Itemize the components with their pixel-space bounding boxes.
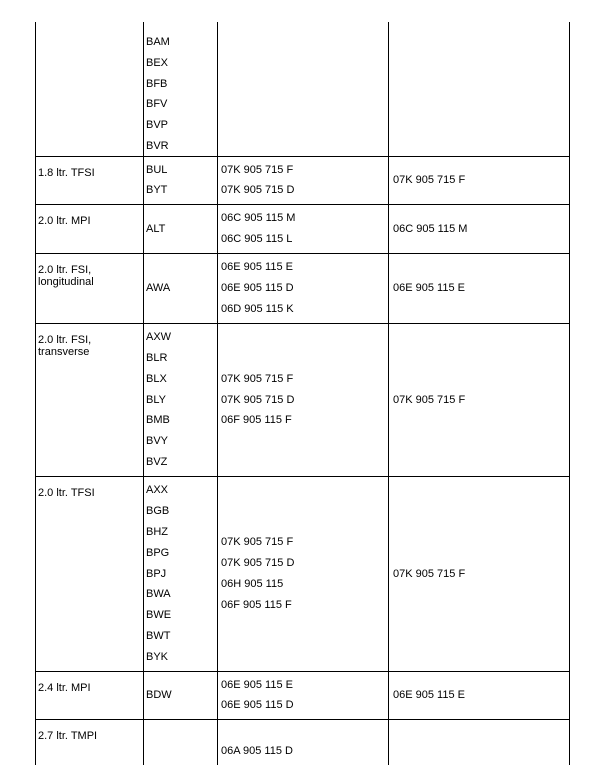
engine-code: ALT: [146, 222, 166, 235]
engine-code: BVY: [146, 435, 169, 448]
engine-code: BYK: [146, 650, 169, 663]
part-number: 06E 905 115 D: [221, 699, 294, 712]
engine-code: BWA: [146, 588, 171, 601]
replacement-part-number: 06E 905 115 E: [393, 282, 465, 294]
engine-code: BDW: [146, 689, 172, 701]
engine-code: AXW: [146, 331, 172, 344]
part-number: 06E 905 115 D: [221, 282, 294, 294]
part-number: 06E 905 115 E: [221, 678, 293, 691]
replacement-part-number: 06E 905 115 E: [393, 689, 465, 701]
engine-code: BYT: [146, 184, 168, 197]
row-divider: [35, 156, 569, 157]
engine-label: 2.0 ltr. FSI,: [38, 264, 92, 276]
engine-code: BUL: [146, 163, 168, 176]
engine-label: 2.4 ltr. MPI: [38, 682, 91, 694]
engine-code: BMB: [146, 414, 170, 427]
engine-code: BFV: [146, 98, 168, 111]
engine-code: BHZ: [146, 525, 168, 538]
engine-code: BFB: [146, 77, 168, 90]
replacement-part-number: 07K 905 715 F: [393, 567, 466, 580]
row-divider: [35, 719, 569, 720]
part-number: 06A 905 115 D: [221, 745, 293, 757]
replacement-part-number: 07K 905 715 F: [393, 393, 466, 406]
engine-code: BVR: [146, 140, 169, 152]
part-number: 07K 905 715 F: [221, 163, 294, 176]
table-border-right: [569, 22, 570, 765]
part-number: 07K 905 715 F: [221, 536, 294, 549]
part-number: 07K 905 715 D: [221, 184, 295, 197]
engine-label: transverse: [38, 346, 90, 358]
engine-code: BGB: [146, 505, 170, 518]
part-number: 07K 905 715 D: [221, 393, 295, 406]
row-divider: [35, 671, 569, 672]
part-number: 07K 905 715 F: [221, 372, 294, 385]
engine-label: 2.0 ltr. TFSI: [38, 487, 95, 499]
engine-code: BLX: [146, 372, 167, 385]
part-number: 06F 905 115 F: [221, 414, 292, 427]
engine-label: 2.0 ltr. MPI: [38, 215, 91, 227]
row-divider: [35, 204, 569, 205]
row-divider: [35, 323, 569, 324]
column-divider-codes: [143, 22, 144, 765]
part-number: 06F 905 115 F: [221, 598, 292, 611]
part-number: 06C 905 115 M: [221, 212, 296, 225]
engine-code: BVZ: [146, 455, 168, 468]
engine-code: BLR: [146, 351, 168, 364]
column-divider-parts: [217, 22, 218, 765]
replacement-part-number: 06C 905 115 M: [393, 222, 468, 235]
engine-label: longitudinal: [38, 276, 94, 288]
engine-code: BPG: [146, 546, 170, 559]
engine-code: BEX: [146, 56, 169, 69]
row-divider: [35, 476, 569, 477]
engine-code: AWA: [146, 282, 171, 294]
replacement-part-number: 07K 905 715 F: [393, 174, 466, 186]
part-number: 06E 905 115 E: [221, 261, 293, 274]
engine-label: 2.0 ltr. FSI,: [38, 334, 92, 346]
engine-code: BAM: [146, 36, 170, 48]
part-number: 06H 905 115: [221, 577, 284, 590]
engine-label: 1.8 ltr. TFSI: [38, 167, 95, 179]
engine-label: 2.7 ltr. TMPI: [38, 730, 98, 742]
engine-code: BLY: [146, 393, 166, 406]
part-number: 06D 905 115 K: [221, 302, 294, 315]
table-border-left: [35, 22, 36, 765]
part-number: 07K 905 715 D: [221, 557, 295, 570]
engine-code: BWT: [146, 629, 171, 642]
engine-code: BPJ: [146, 567, 167, 580]
engine-code: BWE: [146, 609, 172, 622]
part-number: 06C 905 115 L: [221, 232, 293, 245]
engine-code: BVP: [146, 119, 169, 132]
engine-code: AXX: [146, 484, 169, 497]
row-divider: [35, 253, 569, 254]
column-divider-replacement: [388, 22, 389, 765]
